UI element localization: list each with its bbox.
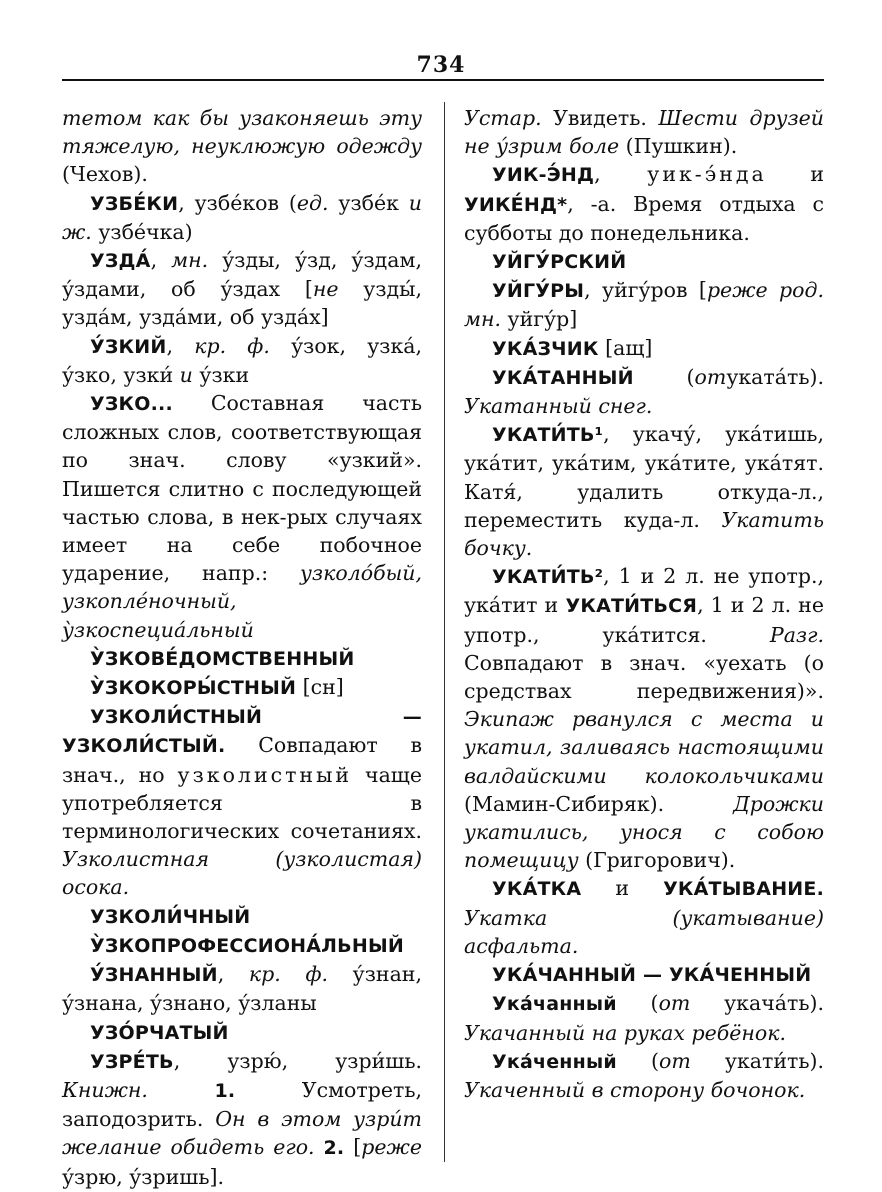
- entry-text: у́зок, узка́, у́зко, узки́: [62, 333, 422, 387]
- entry-text: узды́, узда́м, узда́ми, об узда́х]: [62, 277, 423, 330]
- dictionary-entry: [464, 160, 824, 247]
- dictionary-entry: [464, 247, 824, 276]
- right-column: [464, 104, 824, 1104]
- entry-text: уйгу́р]: [501, 307, 578, 332]
- headword: УЗКО...: [90, 393, 173, 416]
- headword: 1.: [214, 1079, 236, 1102]
- dictionary-entry: [62, 246, 422, 332]
- headword: 2.: [323, 1137, 345, 1160]
- headword: УКАТИ́ТЬ¹: [492, 424, 604, 447]
- italic-text: от: [658, 1048, 691, 1073]
- entry-text: ,: [166, 333, 195, 358]
- dictionary-entry: [62, 104, 422, 189]
- italic-text: не: [312, 277, 339, 302]
- italic-text: Укатка (укатывание) асфальта.: [464, 905, 824, 958]
- entry-text: узбе́к: [328, 190, 409, 215]
- headword: УЙГУ́РСКИЙ: [492, 251, 627, 274]
- entry-text: и: [544, 593, 559, 618]
- headword: УИК-Э́НД: [492, 164, 595, 187]
- headword: УЙГУ́РЫ: [492, 280, 585, 303]
- entry-text: укати́ть).: [690, 1048, 825, 1073]
- entry-text: Совпадают в знач., но: [62, 733, 422, 787]
- headword: Ука́чанный: [492, 993, 617, 1016]
- italic-text: и: [179, 362, 193, 387]
- entry-text: ,: [217, 962, 249, 987]
- dictionary-entry: [464, 874, 824, 960]
- left-column: [62, 104, 422, 1191]
- entry-text: Увидеть.: [541, 106, 659, 130]
- dictionary-entry: [464, 276, 824, 333]
- italic-text: кр. ф.: [194, 333, 270, 358]
- entry-text: , узбе́ков (: [178, 190, 297, 215]
- dictionary-entry: [464, 989, 824, 1046]
- headword: УЗРЕ́ТЬ: [90, 1050, 174, 1073]
- entry-text: (: [633, 364, 695, 389]
- headword: УЗБЕ́КИ: [90, 192, 179, 215]
- headword: УЗО́РЧАТЫЙ: [90, 1021, 229, 1044]
- dictionary-entry: [62, 673, 422, 702]
- entry-text: узколистный: [177, 762, 353, 787]
- entry-text: ,: [150, 248, 172, 273]
- entry-text: Усмотреть, заподозрить.: [62, 1077, 422, 1132]
- italic-text: Укаченный в сторону бочонок.: [464, 1077, 806, 1102]
- italic-text: от: [694, 364, 727, 389]
- entry-text: (Пушкин).: [619, 134, 738, 159]
- dictionary-entry: [464, 334, 824, 363]
- column-divider: [444, 102, 445, 1162]
- italic-text: Дрожки укатились, унося с собою помещицу: [464, 791, 824, 873]
- entry-text: Совпадают в знач. «уехать (о средствах передвижения)».: [464, 650, 824, 704]
- headword: УКА́ЧАННЫЙ — УКА́ЧЕННЫЙ: [492, 964, 812, 987]
- entry-text: , уйгу́ров [: [584, 278, 707, 303]
- entry-text: [148, 1078, 215, 1102]
- dictionary-entry: [62, 644, 422, 673]
- entry-text: у́знан, у́знана, у́знано, у́зланы: [62, 962, 422, 1016]
- dictionary-entry: [62, 1018, 422, 1047]
- entry-text: [сн]: [296, 675, 344, 700]
- dictionary-entry: [464, 420, 824, 562]
- entry-text: у́зки: [192, 362, 250, 387]
- headword: У̀ЗКОПРОФЕССИОНА́ЛЬНЫЙ: [90, 934, 404, 957]
- headword: У̀ЗКОВЕ́ДОМСТВЕННЫЙ: [90, 647, 355, 670]
- italic-text: Узколистная (узколистая) осока.: [62, 847, 422, 900]
- dictionary-entry: [62, 1047, 422, 1191]
- entry-text: у́зды, у́зд, у́здам, у́здами, об у́здах [: [62, 248, 422, 302]
- entry-text: , узрю́, узри́шь.: [173, 1048, 422, 1073]
- italic-text: Укачанный на руках ребёнок.: [464, 1020, 786, 1045]
- entry-text: уката́ть).: [726, 364, 824, 389]
- entry-text: , уик-э́нда: [594, 162, 811, 187]
- headword: УИКЕ́НД*: [464, 193, 568, 216]
- entry-text: [315, 1135, 324, 1159]
- italic-text: реже род. мн.: [464, 278, 824, 332]
- italic-text: и ж.: [62, 190, 422, 244]
- entry-text: (: [616, 1048, 659, 1073]
- italic-text: Он в этом узри́т желание обидеть его.: [62, 1107, 422, 1160]
- header-rule: [62, 79, 824, 81]
- entry-text: , -а. Время отдыха с субботы до понедельника.: [464, 191, 824, 245]
- headword: УКАТИ́ТЬ²: [492, 566, 604, 589]
- italic-text: Укатить бочку.: [464, 507, 824, 561]
- italic-text: Экипаж рванулся с места и укатил, заливаясь настоящими валдайскими колокольчиками: [464, 707, 824, 788]
- entry-text: у́зрю, у́зришь].: [62, 1164, 225, 1189]
- headword: У̀ЗКОКОРЫ́СТНЫЙ: [90, 677, 297, 700]
- headword: Ука́ченный: [492, 1050, 617, 1073]
- dictionary-entry: [62, 902, 422, 931]
- dictionary-entry: [464, 562, 824, 874]
- dictionary-entry: [62, 931, 422, 960]
- headword: УЗКОЛИ́СТНЫЙ — УЗКОЛИ́СТЫЙ.: [62, 706, 422, 758]
- dictionary-entry: [62, 332, 422, 389]
- entry-text: [: [344, 1135, 362, 1160]
- italic-text: Книжн.: [62, 1077, 148, 1102]
- entry-text: , 1 и 2 л. не употр., ука́тит: [464, 564, 824, 618]
- italic-text: от: [658, 991, 691, 1016]
- entry-text: и: [581, 876, 664, 901]
- dictionary-entry: [62, 189, 422, 246]
- dictionary-entry: [62, 702, 422, 901]
- dictionary-entry: [464, 1047, 824, 1104]
- entry-text: Составная часть сложных слов, соответствующая по знач. слову «узкий». Пишется слитно с последующей частью слова, в нек-рых случаях имеет на себе побочное ударение, напр.:: [62, 391, 422, 586]
- italic-text: узколо́бый, узкопле́ночный, у̀зкоспециа́льный: [62, 561, 422, 642]
- italic-text: реже: [361, 1135, 422, 1160]
- italic-text: Устар.: [464, 106, 542, 130]
- entry-text: [ащ]: [598, 335, 653, 360]
- dictionary-entry: [464, 960, 824, 989]
- page-number: 734: [416, 52, 466, 78]
- entry-text: узбе́чка): [91, 219, 193, 244]
- entry-text: (: [616, 991, 659, 1016]
- headword: УКАТИ́ТЬСЯ: [558, 595, 698, 618]
- headword: УКА́ТЫВАНИЕ.: [663, 878, 824, 901]
- entry-text: (Григорович).: [578, 848, 736, 873]
- headword: У́ЗНАННЫЙ: [90, 964, 218, 987]
- dictionary-entry: [62, 960, 422, 1017]
- entry-text: (Мамин-Сибиряк).: [464, 791, 734, 816]
- entry-text: , укачу́, ука́тишь, ука́тит, ука́тим, ука́тите, ука́тят. Катя́, удалить откуда-л., переместить куда-л.: [464, 422, 824, 532]
- italic-text: кр. ф.: [248, 962, 329, 987]
- dictionary-entry: [464, 363, 824, 420]
- headword: УЗКОЛИ́ЧНЫЙ: [90, 905, 251, 928]
- entry-text: чаще употребляется в терминологических сочетаниях.: [62, 762, 422, 844]
- headword: У́ЗКИЙ: [90, 335, 167, 358]
- italic-text: тетом как бы узаконяешь эту тяжелую, неуклюжую одежду: [62, 106, 422, 159]
- entry-text: (Чехов).: [62, 162, 148, 187]
- headword: УКА́ТКА: [492, 878, 582, 901]
- italic-text: мн.: [171, 248, 209, 273]
- dictionary-entry: [62, 389, 422, 644]
- entry-text: укача́ть).: [690, 991, 825, 1016]
- italic-text: Шести друзей не у́зрим боле: [464, 106, 825, 159]
- italic-text: Разг.: [769, 622, 824, 647]
- italic-text: Укатанный снег.: [464, 394, 653, 419]
- headword: УЗДА́: [90, 250, 151, 273]
- headword: УКА́ЗЧИК: [492, 337, 599, 360]
- dictionary-entry: [464, 104, 824, 160]
- headword: УКА́ТАННЫЙ: [492, 366, 634, 389]
- entry-text: и: [810, 162, 824, 187]
- entry-text: , 1 и 2 л. не употр., ука́тится.: [464, 593, 824, 647]
- italic-text: ед.: [296, 190, 329, 215]
